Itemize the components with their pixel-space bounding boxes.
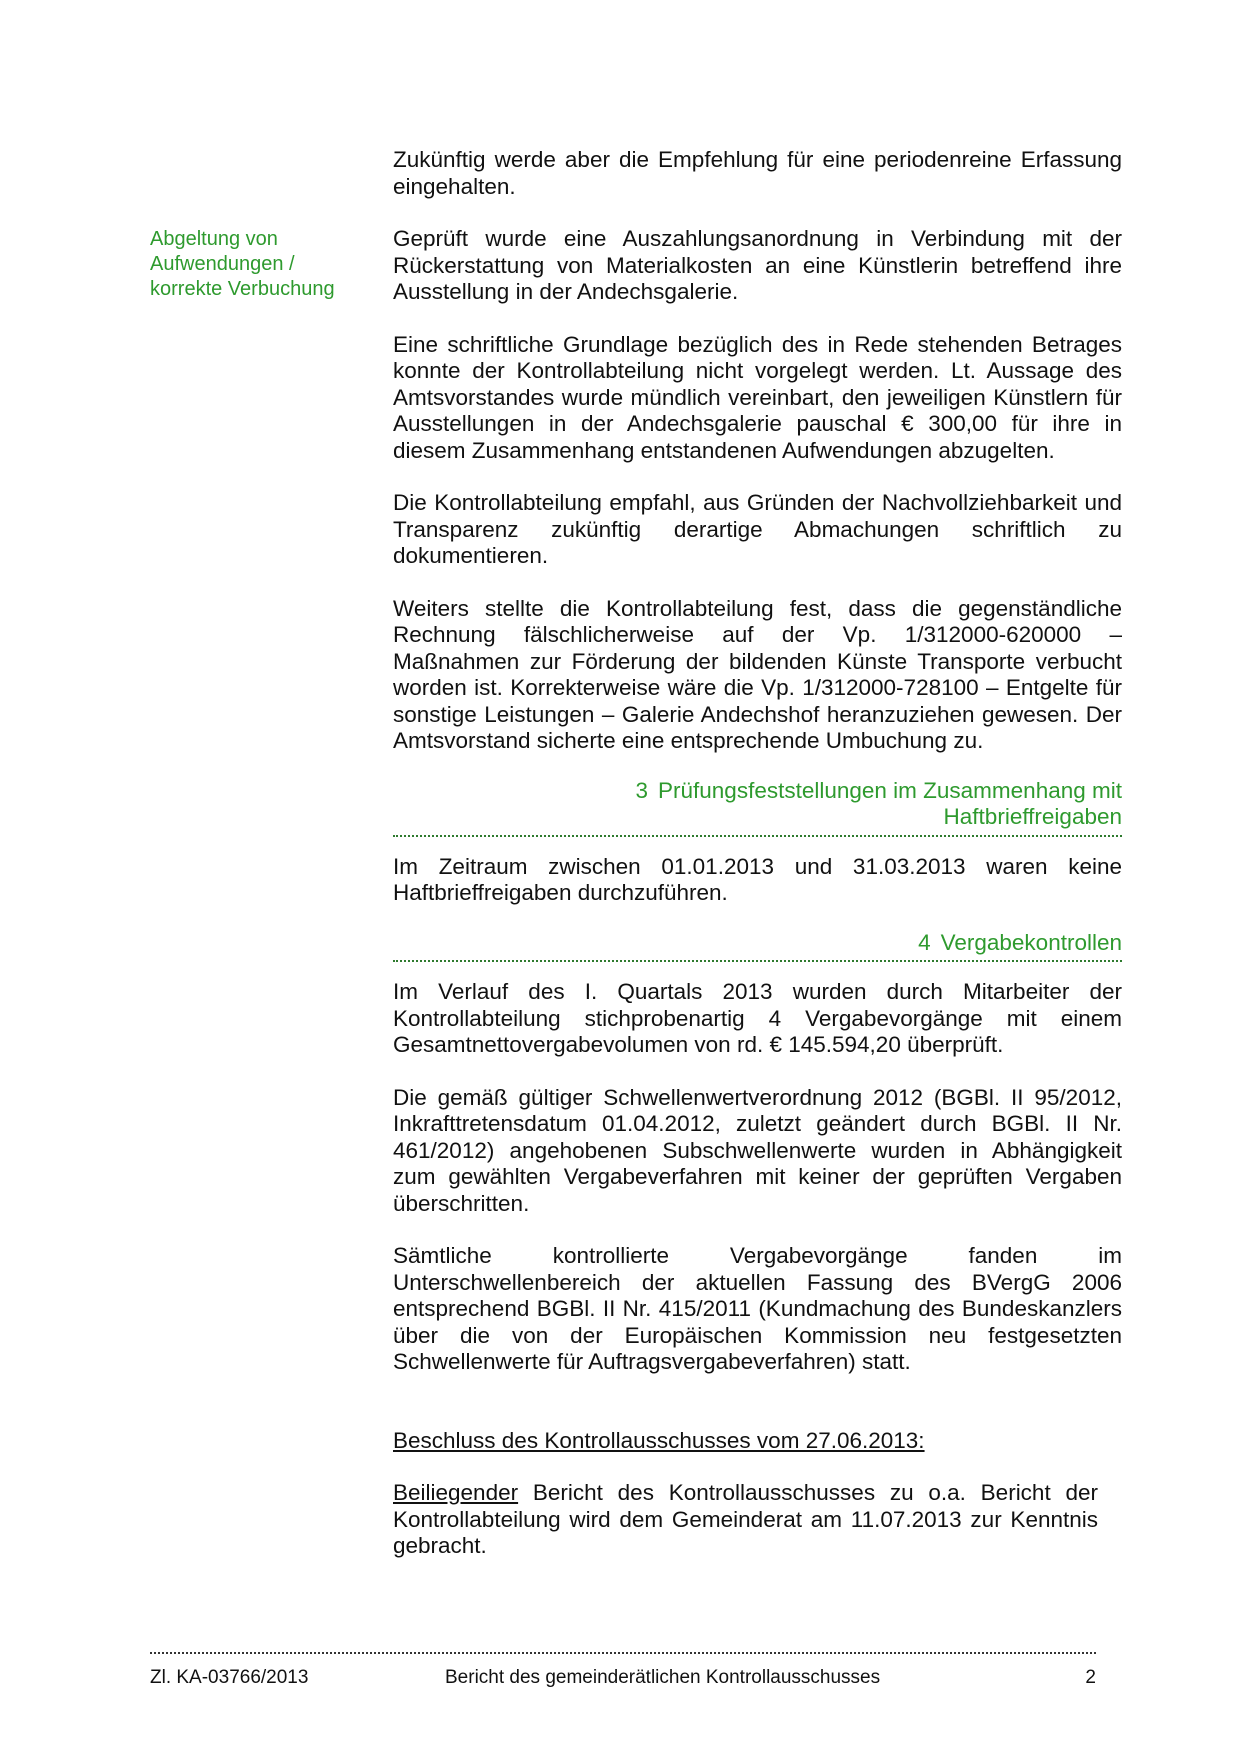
margin-note: Abgeltung von Aufwendungen / korrekte Verbuchung [150, 228, 335, 300]
footer-title: Bericht des gemeinderätlichen Kontrollausschusses [445, 1667, 881, 1688]
paragraph-audit: Geprüft wurde eine Auszahlungsanordnung in Verbindung mit der Rückerstattung von Materialkosten an eine Künstlerin betreffend ihre Ausstellung in der Andechsgalerie. [393, 226, 1122, 304]
body-column [393, 147, 1122, 1560]
section-4-paragraph-1: Im Verlauf des I. Quartals 2013 wurden durch Mitarbeiter der Kontrollabteilung stichprobenartig 4 Vergabevorgänge mit einem Gesamtnettovergabevolumen von rd. € 145.594,20 überprüft. [393, 979, 1122, 1057]
section-4-paragraph-2: Die gemäß gültiger Schwellenwertverordnung 2012 (BGBl. II 95/2012, Inkrafttretensdatum 01.04.2012, zuletzt geändert durch BGBl. II Nr. 461/2012) angehobenen Subschwellenwerte wurden in Abhängigkeit zum gewählten Vergabeverfahren mit keiner der geprüften Vergaben überschritten. [393, 1084, 1122, 1216]
footer-divider [150, 1652, 1096, 1654]
section-4-title: Vergabekontrollen [940, 929, 1122, 955]
section-4-heading [393, 930, 1122, 963]
section-3-number: 3 [635, 777, 649, 803]
section-3-paragraph: Im Zeitraum zwischen 01.01.2013 und 31.03.2013 waren keine Haftbrieffreigaben durchzuführen. [393, 853, 1122, 905]
footer-reference: Zl. KA-03766/2013 [150, 1667, 309, 1688]
section-3-heading [393, 778, 1122, 837]
resolution-title: Beschluss des Kontrollausschusses vom 27.06.2013: [393, 1427, 925, 1453]
paragraph-intro: Zukünftig werde aber die Empfehlung für eine periodenreine Erfassung eingehalten. [393, 147, 1122, 199]
section-4-paragraph-3: Sämtliche kontrollierte Vergabevorgänge fanden im Unterschwellenbereich der aktuellen Fassung des BVergG 2006 entsprechend BGBl. II Nr. 415/2011 (Kundmachung des Bundeskanzlers über die von der Europäischen Kommission neu festgesetzten Schwellenwerte für Auftragsvergabeverfahren) statt. [393, 1243, 1122, 1374]
paragraph-booking: Weiters stellte die Kontrollabteilung fest, dass die gegenständliche Rechnung fälschlicherweise auf der Vp. 1/312000-620000 – Maßnahmen zur Förderung der bildenden Künste Transporte verbucht worden ist. Korrekterweise wäre die Vp. 1/312000-728100 – Entgelte für sonstige Leistungen – Galerie Andechshof heranzuziehen gewesen. Der Amtsvorstand sicherte eine entsprechende Umbuchung zu. [393, 595, 1122, 753]
section-3-title-line2: Haftbrieffreigaben [943, 804, 1122, 829]
resolution-first-word: Beiliegender [393, 1480, 519, 1505]
section-4-number: 4 [918, 929, 931, 955]
resolution-text [393, 1480, 1098, 1560]
paragraph-recommendation: Die Kontrollabteilung empfahl, aus Gründen der Nachvollziehbarkeit und Transparenz zukünftig derartige Abmachungen schriftlich zu dokumentieren. [393, 490, 1122, 568]
footer-page-number: 2 [1085, 1667, 1096, 1688]
resolution-body: Bericht des Kontrollausschusses zu o.a. Bericht der Kontrollabteilung wird dem Gemeinderat am 11.07.2013 zur Kenntnis gebracht. [393, 1480, 1098, 1558]
page-footer [150, 1666, 1096, 1690]
paragraph-basis: Eine schriftliche Grundlage bezüglich des in Rede stehenden Betrages konnte der Kontrollabteilung nicht vorgelegt werden. Lt. Aussage des Amtsvorstandes wurde mündlich vereinbart, den jeweiligen Künstlern für Ausstellungen in der Andechsgalerie pauschal € 300,00 für ihre in diesem Zusammenhang entstandenen Aufwendungen abzugelten. [393, 331, 1122, 463]
section-3-title-line1: Prüfungsfeststellungen im Zusammenhang mit [658, 777, 1122, 803]
